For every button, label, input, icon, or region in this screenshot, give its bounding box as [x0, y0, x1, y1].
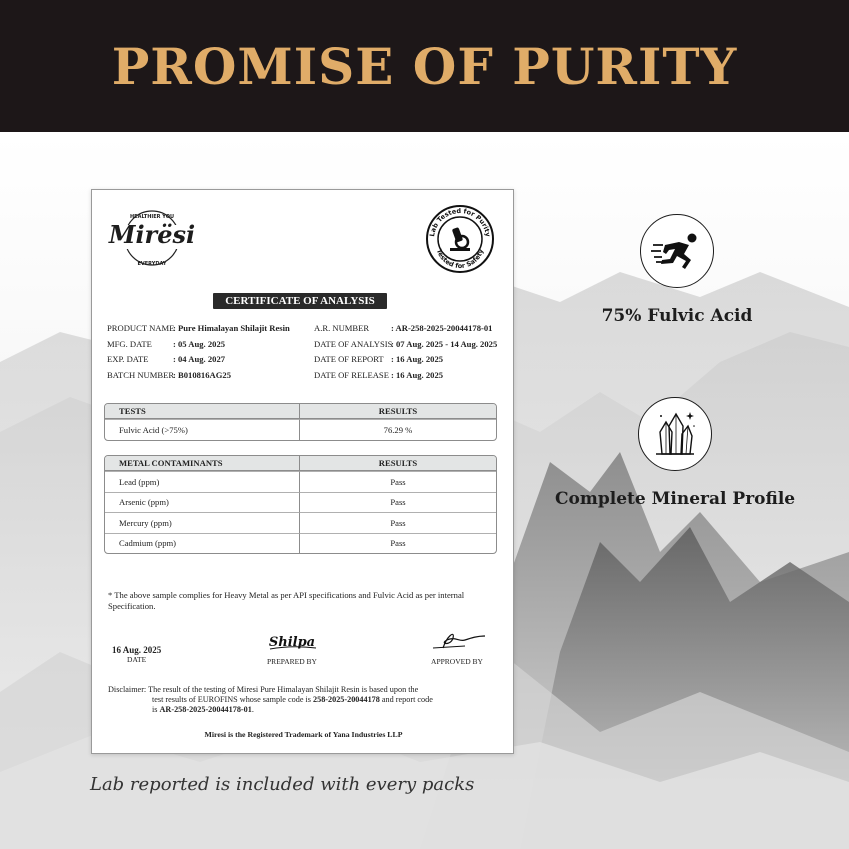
prepared-signature: [260, 632, 324, 652]
info-value: : 16 Aug. 2025: [391, 354, 444, 364]
info-row: [107, 321, 290, 337]
info-value: : 04 Aug. 2027: [173, 354, 226, 364]
disclaimer: [108, 685, 503, 715]
disclaimer-line: is AR-258-2025-20044178-01.: [152, 705, 254, 714]
date-caption: DATE: [127, 655, 147, 664]
svg-text:EVERYDAY: EVERYDAY: [137, 261, 167, 267]
table-cell: Fulvic Acid (>75%): [105, 419, 300, 440]
date-block: [112, 645, 161, 664]
column-header: RESULTS: [300, 456, 496, 471]
info-row: [314, 321, 497, 337]
table-cell: Pass: [300, 471, 496, 492]
info-row: [107, 337, 290, 353]
feature-label: 75% Fulvic Acid: [601, 306, 753, 326]
page-title: PROMISE OF PURITY: [111, 36, 738, 96]
header-banner: [0, 0, 849, 132]
info-label: EXP. DATE: [107, 354, 149, 364]
feature-mineral-profile: [555, 397, 795, 509]
analysis-info: [314, 321, 497, 383]
table-cell: Arsenic (ppm): [105, 492, 300, 513]
crystal-icon: [638, 397, 712, 471]
info-value: : Pure Himalayan Shilajit Resin: [173, 323, 290, 333]
table-cell: Pass: [300, 492, 496, 513]
miresi-logo: [107, 205, 197, 271]
trademark-notice: Miresi is the Registered Trademark of Yana Industries LLP: [204, 730, 403, 739]
approved-signature: [425, 628, 489, 652]
info-row: [314, 337, 497, 353]
info-row: [314, 368, 497, 384]
info-value: : AR-258-2025-20044178-01: [391, 323, 493, 333]
disclaimer-line: test results of EUROFINS whose sample code is 258-2025-20044178 and report code: [152, 695, 433, 704]
approved-by-block: [425, 628, 489, 666]
info-label: PRODUCT NAME: [107, 323, 175, 333]
info-label: A.R. NUMBER: [314, 323, 370, 333]
svg-text:Shilpa: Shilpa: [268, 635, 316, 650]
table-row: [105, 419, 496, 440]
lab-tested-seal-icon: [425, 204, 495, 274]
table-cell: Pass: [300, 533, 496, 554]
svg-text:Mirësi: Mirësi: [108, 220, 196, 249]
table-cell: Mercury (ppm): [105, 512, 300, 533]
column-header: TESTS: [105, 404, 300, 419]
column-header: METAL CONTAMINANTS: [105, 456, 300, 471]
running-man-icon: [640, 214, 714, 288]
table-cell: Cadmium (ppm): [105, 533, 300, 554]
column-header: RESULTS: [300, 404, 496, 419]
approved-caption: APPROVED BY: [431, 657, 483, 666]
table-header-row: [105, 456, 496, 471]
compliance-note: * The above sample complies for Heavy Metal as per API specifications and Fulvic Acid as per internal Specification.: [108, 590, 465, 611]
table-cell: Pass: [300, 512, 496, 533]
tests-table: [104, 403, 497, 441]
table-cell: 76.29 %: [300, 419, 496, 440]
info-label: BATCH NUMBER: [107, 369, 175, 380]
disclaimer-line: Disclaimer: The result of the testing of Miresi Pure Himalayan Shilajit Resin is based upon the: [108, 685, 419, 694]
info-row: [107, 368, 290, 384]
prepared-by-block: [260, 632, 324, 666]
metal-contaminants-table: [104, 455, 497, 554]
info-label: MFG. DATE: [107, 338, 152, 349]
table-row: [105, 533, 496, 554]
caption: Lab reported is included with every packs: [90, 774, 475, 795]
signature-date: 16 Aug. 2025: [112, 645, 162, 655]
certificate-of-analysis: [91, 189, 514, 754]
info-row: [314, 352, 497, 368]
prepared-caption: PREPARED BY: [267, 657, 317, 666]
certificate-title: CERTIFICATE OF ANALYSIS: [213, 293, 387, 309]
info-value: : 07 Aug. 2025 - 14 Aug. 2025: [391, 338, 498, 349]
info-value: : 05 Aug. 2025: [173, 338, 226, 349]
product-info: [107, 321, 290, 383]
svg-text:HEALTHIER YOU: HEALTHIER YOU: [129, 214, 175, 220]
info-row: [107, 352, 290, 368]
table-cell: Lead (ppm): [105, 471, 300, 492]
table-row: [105, 512, 496, 533]
info-label: DATE OF REPORT: [314, 354, 384, 364]
info-value: : B010816AG25: [173, 369, 232, 380]
feature-fulvic-acid: [599, 214, 755, 326]
svg-text:Tested for Safety: Tested for Safety: [434, 248, 486, 271]
table-row: [105, 471, 496, 492]
info-label: DATE OF ANALYSIS: [314, 338, 393, 349]
table-header-row: [105, 404, 496, 419]
svg-text:Lab Tested for Purity: Lab Tested for Purity: [428, 206, 492, 238]
info-label: DATE OF RELEASE: [314, 369, 389, 380]
info-value: : 16 Aug. 2025: [391, 369, 444, 380]
table-row: [105, 492, 496, 513]
feature-label: Complete Mineral Profile: [555, 489, 796, 509]
